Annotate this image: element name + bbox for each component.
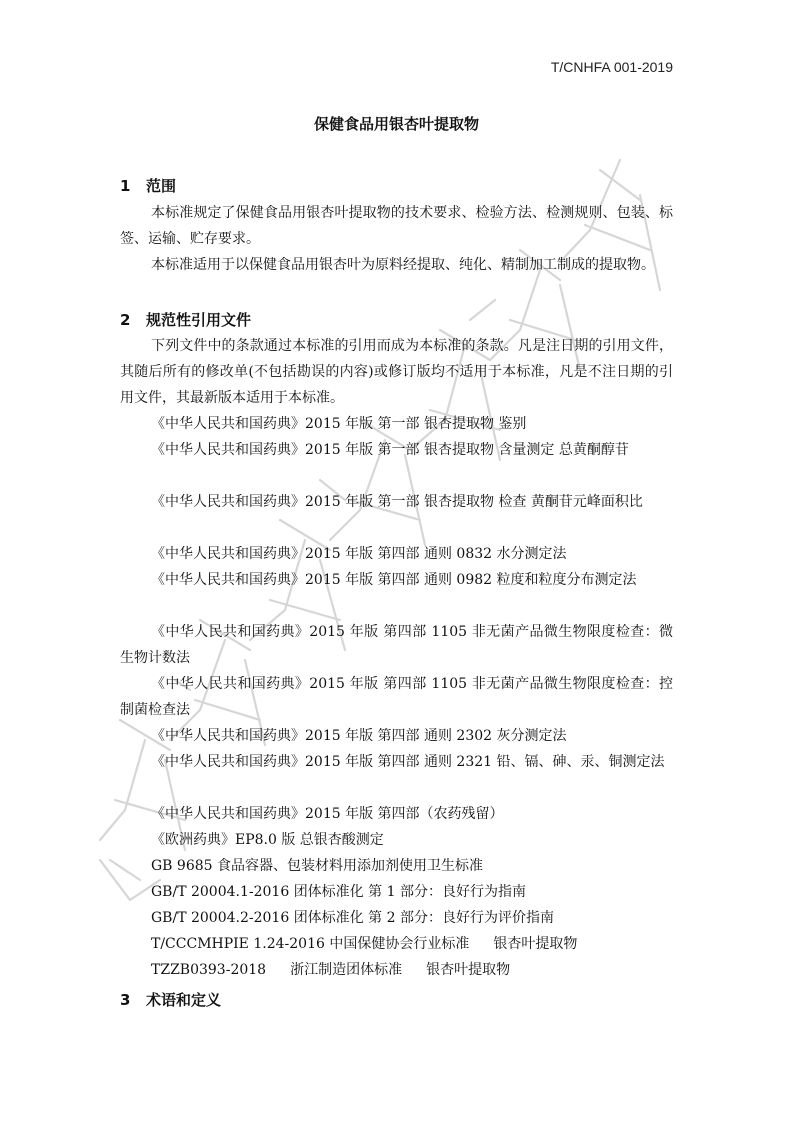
reference-item: 《中华人民共和国药典》2015 年版 第四部（农药残留） xyxy=(151,806,504,822)
reference-item: 《中华人民共和国药典》2015 年版 第四部 通则 0832 水分测定法 xyxy=(151,546,567,562)
section-heading-normative-references xyxy=(120,310,251,330)
section-heading-scope xyxy=(120,176,176,196)
section-number: 2 xyxy=(120,311,131,329)
reference-item: 《中华人民共和国药典》2015 年版 第四部 通则 2302 灰分测定法 xyxy=(151,728,567,744)
paragraph: 下列文件中的条款通过本标准的引用而成为本标准的条款。凡是注日期的引用文件，其随后所有的修改单(不包括勘误的内容)或修订版均不适用于本标准，凡是不注日期的引用文件，其最新版本适用于本标准。 xyxy=(120,338,673,406)
reference-item xyxy=(151,879,526,905)
paragraph: 本标准适用于以保健食品用银杏叶为原料经提取、纯化、精制加工制成的提取物。 xyxy=(151,257,655,273)
reference-name: 银杏叶提取物 xyxy=(426,962,511,978)
reference-code: GB 9685 xyxy=(151,858,213,874)
reference-item xyxy=(151,931,577,957)
section-title: 术语和定义 xyxy=(146,991,222,1009)
reference-code: GB/T 20004.2-2016 xyxy=(151,910,290,926)
reference-item xyxy=(151,905,554,931)
reference-code: TZZB0393-2018 xyxy=(151,962,267,978)
reference-item: 《中华人民共和国药典》2015 年版 第四部 1105 非无菌产品微生物限度检查：控制菌检查法 xyxy=(120,676,673,718)
reference-code: T/CCCMHPIE 1.24-2016 xyxy=(151,936,325,952)
reference-text: 食品容器、包装材料用添加剂使用卫生标准 xyxy=(217,858,484,874)
reference-item: 《中华人民共和国药典》2015 年版 第一部 银杏提取物 鉴别 xyxy=(151,416,527,432)
reference-item xyxy=(151,853,483,879)
reference-text: 浙江制造团体标准 xyxy=(290,962,403,978)
reference-text: 中国保健协会行业标准 xyxy=(329,936,470,952)
reference-item: 《欧洲药典》EP8.0 版 总银杏酸测定 xyxy=(151,832,384,848)
reference-item: 《中华人民共和国药典》2015 年版 第一部 银杏提取物 检查 黄酮苷元峰面积比 xyxy=(151,494,643,510)
section-title: 范围 xyxy=(146,177,177,195)
document-code: T/CNHFA 001-2019 xyxy=(550,59,673,75)
reference-item xyxy=(151,957,510,983)
paragraph: 本标准规定了保健食品用银杏叶提取物的技术要求、检验方法、检测规则、包装、标签、运输、贮存要求。 xyxy=(120,205,673,247)
section-heading-terms-definitions xyxy=(120,990,221,1010)
section-title: 规范性引用文件 xyxy=(146,311,252,329)
reference-item: 《中华人民共和国药典》2015 年版 第四部 通则 0982 粒度和粒度分布测定法 xyxy=(151,572,637,588)
reference-item: 《中华人民共和国药典》2015 年版 第一部 银杏提取物 含量测定 总黄酮醇苷 xyxy=(151,442,629,458)
reference-item: 《中华人民共和国药典》2015 年版 第四部 通则 2321 铅、镉、砷、汞、铜测定法 xyxy=(151,754,665,770)
reference-name: 银杏叶提取物 xyxy=(493,936,578,952)
reference-text: 团体标准化 第 2 部分：良好行为评价指南 xyxy=(293,910,554,926)
reference-code: GB/T 20004.1-2016 xyxy=(151,884,290,900)
reference-text: 团体标准化 第 1 部分：良好行为指南 xyxy=(293,884,526,900)
document-title: 保健食品用银杏叶提取物 xyxy=(313,115,479,133)
reference-item: 《中华人民共和国药典》2015 年版 第四部 1105 非无菌产品微生物限度检查：微生物计数法 xyxy=(120,624,673,666)
section-number: 3 xyxy=(120,991,131,1009)
section-number: 1 xyxy=(120,177,131,195)
